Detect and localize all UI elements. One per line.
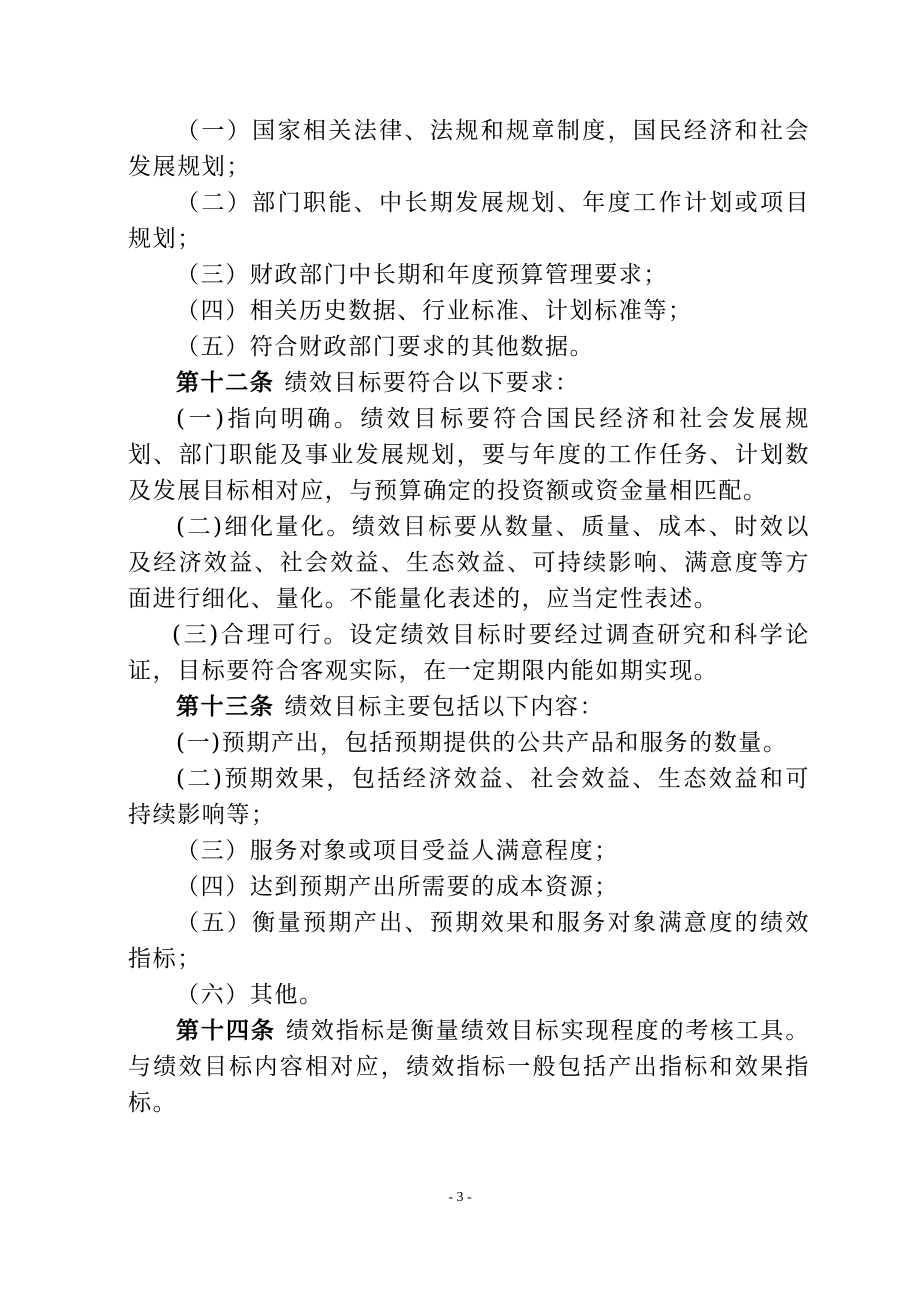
page-number: - 3 - (448, 1190, 472, 1205)
list-item: （六）其他。 (176, 982, 324, 1008)
article-12 (128, 365, 810, 401)
list-item: (二)细化量化。绩效目标要从数量、质量、成本、时效以及经济效益、社会效益、生态效益、可持续影响、满意度等方面进行细化、量化。不能量化表述的，应当定性表述。 (128, 514, 810, 612)
list-item: （四）相关历史数据、行业标准、计划标准等； (176, 298, 693, 324)
list-item: （三）服务对象或项目受益人满意程度； (176, 838, 619, 864)
list-item: (一)指向明确。绩效目标要符合国民经济和社会发展规划、部门职能及事业发展规划，要与年度的工作任务、计划数及发展目标相对应，与预算确定的投资额或资金量相匹配。 (128, 406, 810, 504)
list-item: （三）财政部门中长期和年度预算管理要求； (176, 262, 668, 288)
article-13 (128, 689, 810, 725)
list-item: (二)预期效果，包括经济效益、社会效益、生态效益和可持续影响等； (128, 766, 810, 828)
article-14-text: 绩效指标是衡量绩效目标实现程度的考核工具。与绩效目标内容相对应，绩效指标一般包括产出指标和效果指标。 (128, 1018, 810, 1116)
article-14 (128, 1013, 810, 1121)
article-12-heading: 第十二条 (176, 369, 275, 396)
list-item: （五）符合财政部门要求的其他数据。 (176, 334, 595, 360)
list-item: （二）部门职能、中长期发展规划、年度工作计划或项目规划； (128, 190, 810, 252)
list-item: （四）达到预期产出所需要的成本资源； (176, 874, 619, 900)
list-item: (三)合理可行。设定绩效目标时要经过调查研究和科学论证，目标要符合客观实际，在一定期限内能如期实现。 (128, 622, 810, 684)
document-body (128, 113, 810, 1121)
article-14-heading: 第十四条 (176, 1017, 276, 1044)
list-item: （一）国家相关法律、法规和规章制度，国民经济和社会发展规划； (128, 118, 810, 180)
article-13-text: 绩效目标主要包括以下内容： (284, 694, 605, 720)
list-item: （五）衡量预期产出、预期效果和服务对象满意度的绩效指标； (128, 910, 810, 972)
article-12-text: 绩效目标要符合以下要求： (284, 370, 580, 396)
article-13-heading: 第十三条 (176, 693, 275, 720)
list-item: (一)预期产出，包括预期提供的公共产品和服务的数量。 (176, 730, 788, 756)
